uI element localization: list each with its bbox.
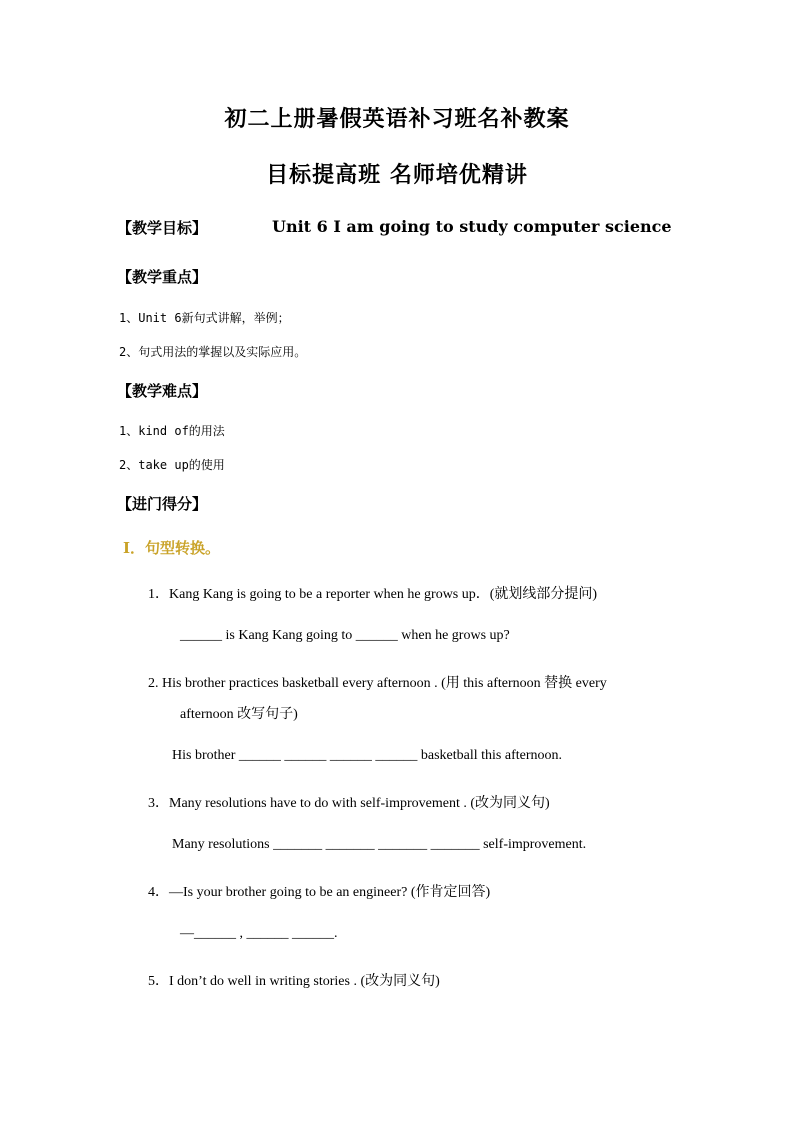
document-subtitle: 目标提高班 名师培优精讲: [266, 162, 528, 188]
focus-item-1: 1、Unit 6新句式讲解，举例；: [119, 311, 290, 325]
question-4: 4．—Is your brother going to be an engineer? (作肯定回答): [148, 885, 491, 900]
difficulty-item-2: 2、take up的使用: [119, 458, 225, 472]
difficulty-label: 【教学难点】: [117, 382, 208, 400]
document-title: 初二上册暑假英语补习班名补教案: [224, 106, 570, 132]
question-5: 5．I don’t do well in writing stories . (改为同义句): [148, 974, 440, 989]
focus-item-2: 2、句式用法的掌握以及实际应用。: [119, 345, 307, 359]
difficulty-item-1: 1、kind of的用法: [119, 424, 225, 438]
question-2: 2. His brother practices basketball every afternoon . (用 this afternoon 替换 every: [148, 676, 607, 691]
question-3-answer: Many resolutions _______ _______ _______ _______ self-improvement.: [172, 837, 587, 852]
question-2-continued: afternoon 改写句子): [180, 707, 298, 722]
question-2-answer: His brother ______ ______ ______ ______ basketball this afternoon.: [172, 748, 563, 763]
question-1-answer: ______ is Kang Kang going to ______ when he grows up?: [180, 628, 510, 643]
part1-heading: I．句型转换。: [123, 539, 221, 557]
warmup-label: 【进门得分】: [117, 495, 208, 513]
question-3: 3．Many resolutions have to do with self-improvement . (改为同义句): [148, 796, 550, 811]
unit-title: Unit 6 I am going to study computer science: [272, 217, 672, 236]
focus-label: 【教学重点】: [117, 268, 208, 286]
question-4-answer: —______ , ______ ______.: [180, 926, 338, 941]
objective-label: 【教学目标】: [117, 219, 208, 237]
question-1: 1．Kang Kang is going to be a reporter when he grows up．(就划线部分提问): [148, 587, 598, 602]
